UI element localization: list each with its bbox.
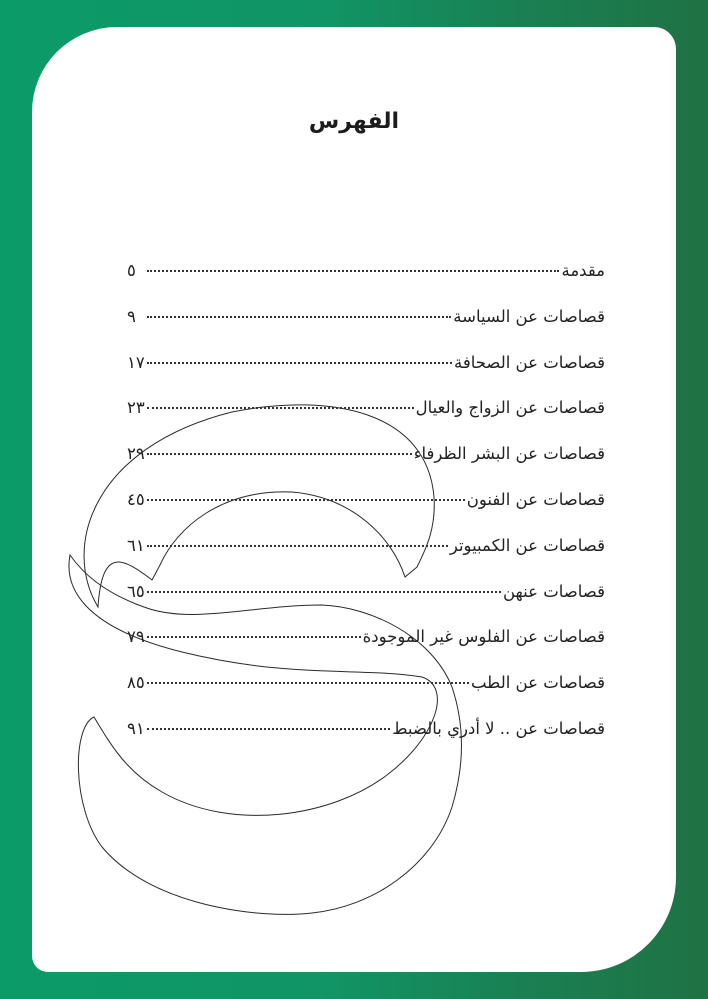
toc-entry-page: ٢٣ <box>127 398 145 418</box>
dot-leader <box>147 407 414 409</box>
dot-leader <box>147 728 390 730</box>
toc-entry[interactable] <box>127 307 605 353</box>
toc-entry[interactable] <box>127 490 605 536</box>
page-card <box>32 27 676 972</box>
toc-entry-page: ٩١ <box>127 718 145 738</box>
toc-entry-page: ٦٥ <box>127 581 145 601</box>
toc-entry-title: قصاصات عن .. لا أدري بالضبط <box>392 718 605 738</box>
toc-entry[interactable] <box>127 398 605 444</box>
toc-entry[interactable] <box>127 582 605 628</box>
toc-entry-page: ٥ <box>127 261 136 280</box>
toc-entry-page: ٢٩ <box>127 444 145 464</box>
dot-leader <box>147 636 361 638</box>
toc-entry-title: قصاصات عن الصحافة <box>453 352 605 372</box>
toc-entry[interactable] <box>127 627 605 673</box>
toc-entry-page: ١٧ <box>127 352 145 372</box>
toc-entry-page: ٦١ <box>127 535 145 555</box>
toc-entry-title: قصاصات عن الطب <box>470 673 605 693</box>
toc-entry-title: قصاصات عن الفنون <box>466 489 605 509</box>
toc-entry-title: قصاصات عن السياسة <box>453 306 605 326</box>
dot-leader <box>147 453 412 455</box>
toc-entry[interactable] <box>127 536 605 582</box>
dot-leader <box>147 362 452 364</box>
toc-entry-title: قصاصات عن الزواج والعيال <box>415 398 605 418</box>
toc-entry-page: ٨٥ <box>127 673 145 693</box>
toc-entry-title: قصاصات عن الفلوس غير الموجودة <box>362 627 605 647</box>
toc-entry-title: قصاصات عن البشر الظرفاء <box>413 444 605 464</box>
toc-entry[interactable] <box>127 261 605 307</box>
toc-entry[interactable] <box>127 353 605 399</box>
page-title: الفهرس <box>308 109 400 134</box>
toc-entry-page: ٤٥ <box>127 489 145 509</box>
toc-entry-title: قصاصات عنهن <box>502 581 605 601</box>
dot-leader <box>147 499 465 501</box>
toc-entry[interactable] <box>127 673 605 719</box>
toc-entry-title: قصاصات عن الكمبيوتر <box>449 535 605 555</box>
dot-leader <box>147 316 451 318</box>
table-of-contents <box>127 261 605 765</box>
toc-entry-title: مقدمة <box>561 261 605 280</box>
dot-leader <box>147 591 501 593</box>
dot-leader <box>147 545 448 547</box>
toc-entry[interactable] <box>127 444 605 490</box>
dot-leader <box>147 682 469 684</box>
dot-leader <box>147 270 559 272</box>
toc-entry-page: ٧٩ <box>127 627 145 647</box>
toc-entry-page: ٩ <box>127 306 136 326</box>
toc-entry[interactable] <box>127 719 605 765</box>
